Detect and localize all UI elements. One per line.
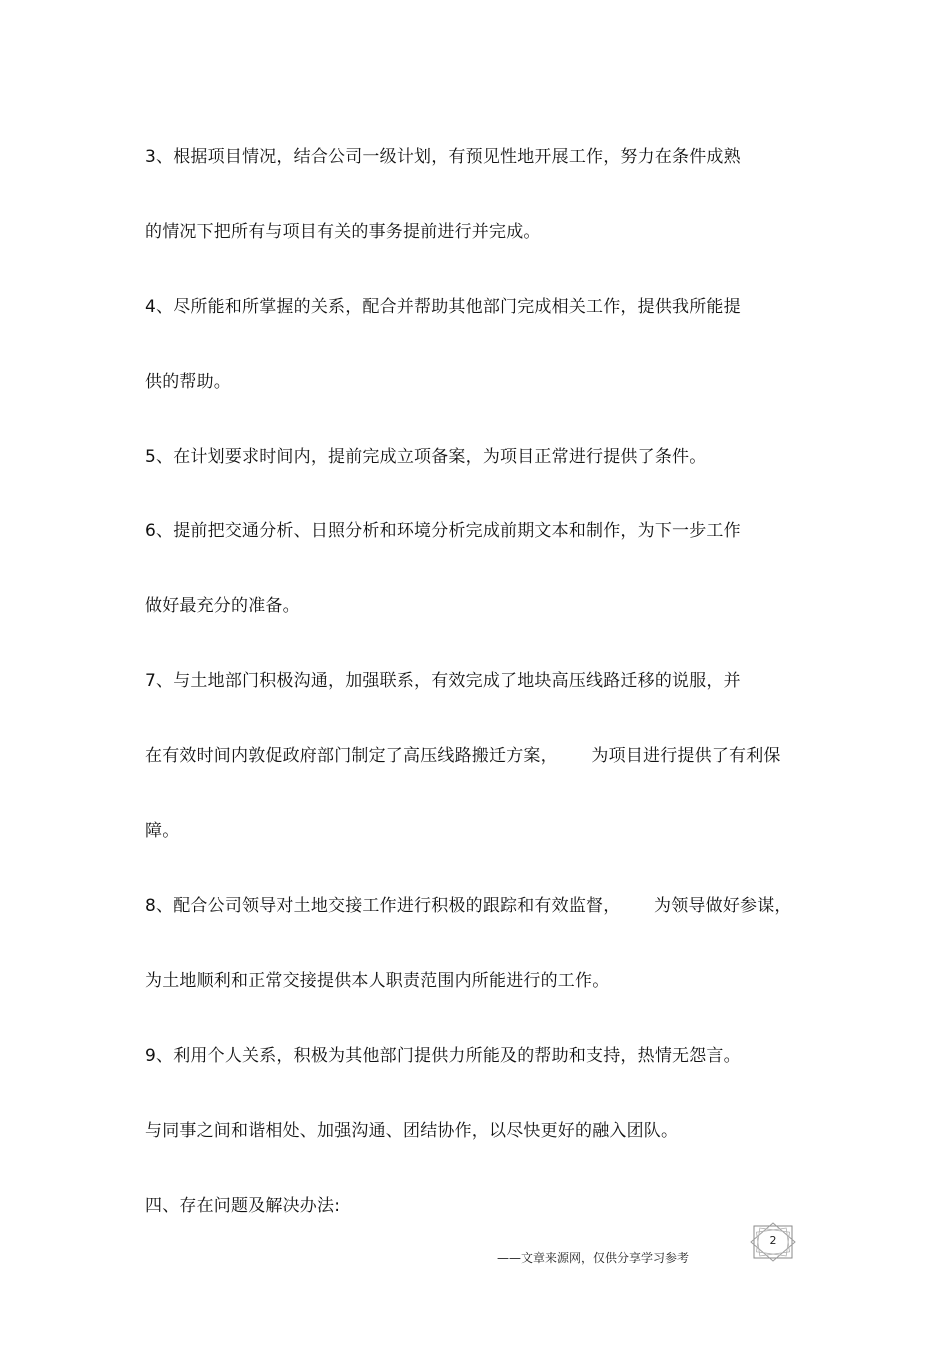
page-number: 2 xyxy=(769,1234,777,1247)
footer-source-note: ——文章来源网，仅供分享学习参考 xyxy=(497,1251,690,1265)
paragraph-line: 5、在计划要求时间内，提前完成立项备案，为项目正常进行提供了条件。 xyxy=(145,447,707,467)
paragraph-line: 6、提前把交通分析、日照分析和环境分析完成前期文本和制作，为下一步工作 xyxy=(145,521,741,541)
paragraph-line: 与同事之间和谐相处、加强沟通、团结协作，以尽快更好的融入团队。 xyxy=(145,1121,679,1141)
section-heading: 四、存在问题及解决办法: xyxy=(145,1196,341,1216)
paragraph-line: 做好最充分的准备。 xyxy=(145,596,300,616)
paragraph-line: 的情况下把所有与项目有关的事务提前进行并完成。 xyxy=(145,222,541,242)
paragraph-line: 7、与土地部门积极沟通，加强联系，有效完成了地块高压线路迁移的说服，并 xyxy=(145,671,741,691)
paragraph-line: 9、利用个人关系，积极为其他部门提供力所能及的帮助和支持，热情无怨言。 xyxy=(145,1046,741,1066)
paragraph-line: 3、根据项目情况，结合公司一级计划，有预见性地开展工作，努力在条件成熟 xyxy=(145,147,741,167)
paragraph-line: 4、尽所能和所掌握的关系，配合并帮助其他部门完成相关工作，提供我所能提 xyxy=(145,297,741,317)
paragraph-line: 供的帮助。 xyxy=(145,372,231,392)
paragraph-line: 为土地顺利和正常交接提供本人职责范围内所能进行的工作。 xyxy=(145,971,610,991)
paragraph-line: 障。 xyxy=(145,821,180,841)
paragraph-line: 在有效时间内敦促政府部门制定了高压线路搬迁方案， 为项目进行提供了有利保 xyxy=(145,746,781,766)
paragraph-line: 8、配合公司领导对土地交接工作进行积极的跟踪和有效监督， 为领导做好参谋， xyxy=(145,896,792,916)
page-number-badge xyxy=(750,1222,796,1262)
